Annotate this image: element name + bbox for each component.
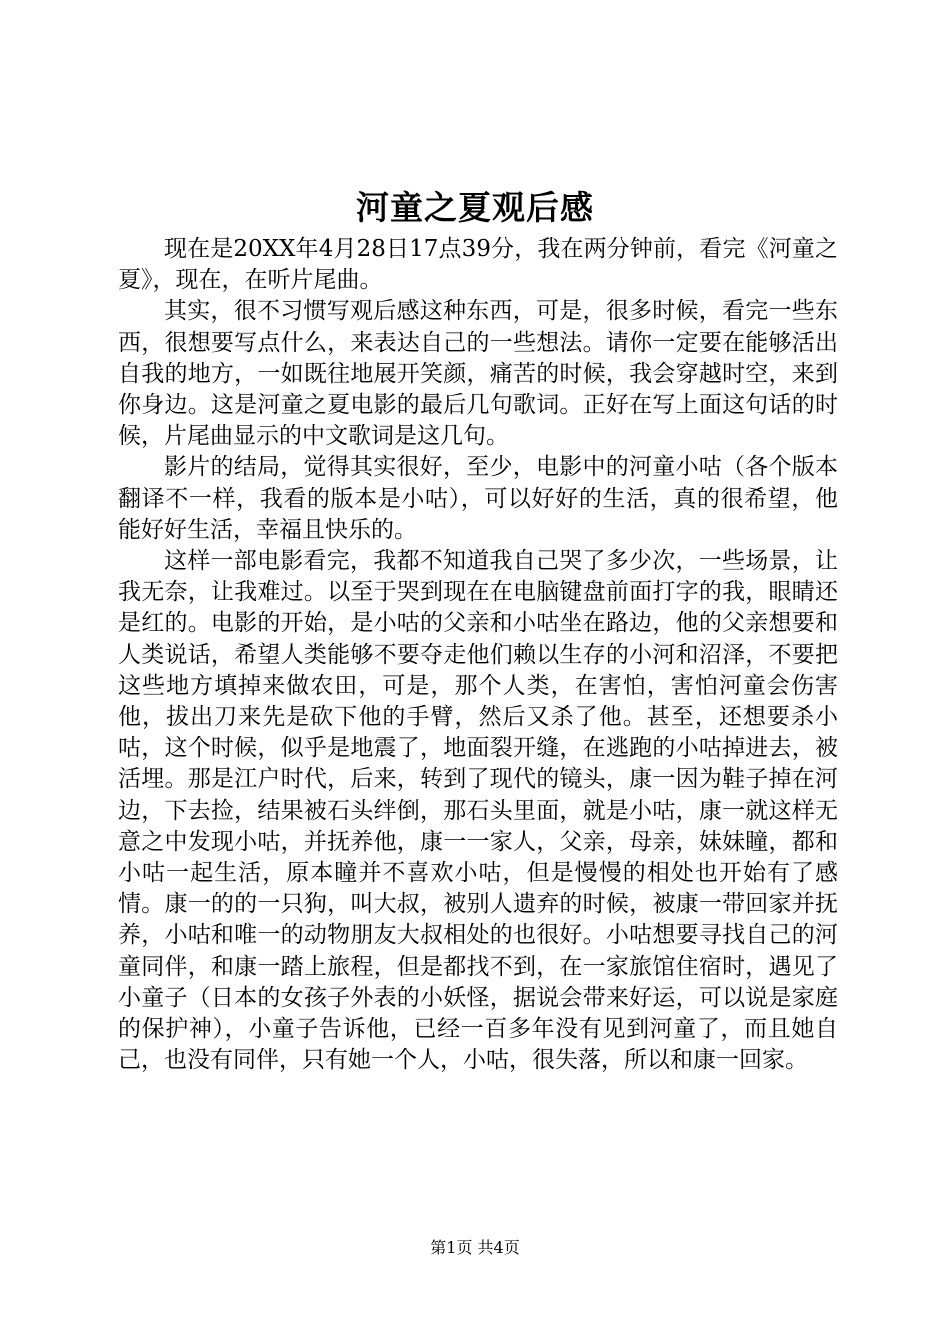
paragraph-2: 其实，很不习惯写观后感这种东西，可是，很多时候，看完一些东西，很想要写点什么，来表达自己的一些想法。请你一定要在能够活出自我的地方，一如既往地展开笑颜，痛苦的时候，我会穿越时空，来到你身边。这是河童之夏电影的最后几句歌词。正好在写上面这句话的时候，片尾曲显示的中文歌词是这几句。 <box>118 298 838 450</box>
document-body <box>118 234 838 1076</box>
paragraph-1: 现在是20XX年4月28日17点39分，我在两分钟前，看完《河童之夏》，现在，在听片尾曲。 <box>118 236 838 294</box>
paragraph-3: 影片的结局，觉得其实很好，至少，电影中的河童小咕（各个版本翻译不一样，我看的版本是小咕），可以好好的生活，真的很希望，他能好好生活，幸福且快乐的。 <box>118 454 838 543</box>
document-title: 河童之夏观后感 <box>356 188 594 227</box>
page-footer: 第1页 共4页 <box>430 1238 520 1257</box>
paragraph-4: 这样一部电影看完，我都不知道我自己哭了多少次，一些场景，让我无奈，让我难过。以至于哭到现在在电脑键盘前面打字的我，眼睛还是红的。电影的开始，是小咕的父亲和小咕坐在路边，他的父亲想要和人类说话，希望人类能够不要夺走他们赖以生存的小河和沼泽，不要把这些地方填掉来做农田，可是，那个人类，在害怕，害怕河童会伤害他，拔出刀来先是砍下他的手臂，然后又杀了他。甚至，还想要杀小咕，这个时候，似乎是地震了，地面裂开缝，在逃跑的小咕掉进去，被活埋。那是江户时代，后来，转到了现代的镜头，康一因为鞋子掉在河边，下去捡，结果被石头绊倒，那石头里面，就是小咕，康一就这样无意之中发现小咕，并抚养他，康一一家人，父亲，母亲，妹妹瞳，都和小咕一起生活，原本瞳并不喜欢小咕，但是慢慢的相处也开始有了感情。康一的的一只狗，叫大叔，被别人遗弃的时候，被康一带回家并抚养，小咕和唯一的动物朋友大叔相处的也很好。小咕想要寻找自己的河童同伴，和康一踏上旅程，但是都找不到，在一家旅馆住宿时，遇见了小童子（日本的女孩子外表的小妖怪，据说会带来好运，可以说是家庭的保护神），小童子告诉他，已经一百多年没有见到河童了，而且她自己，也没有同伴，只有她一个人，小咕，很失落，所以和康一回家。 <box>118 548 838 1074</box>
